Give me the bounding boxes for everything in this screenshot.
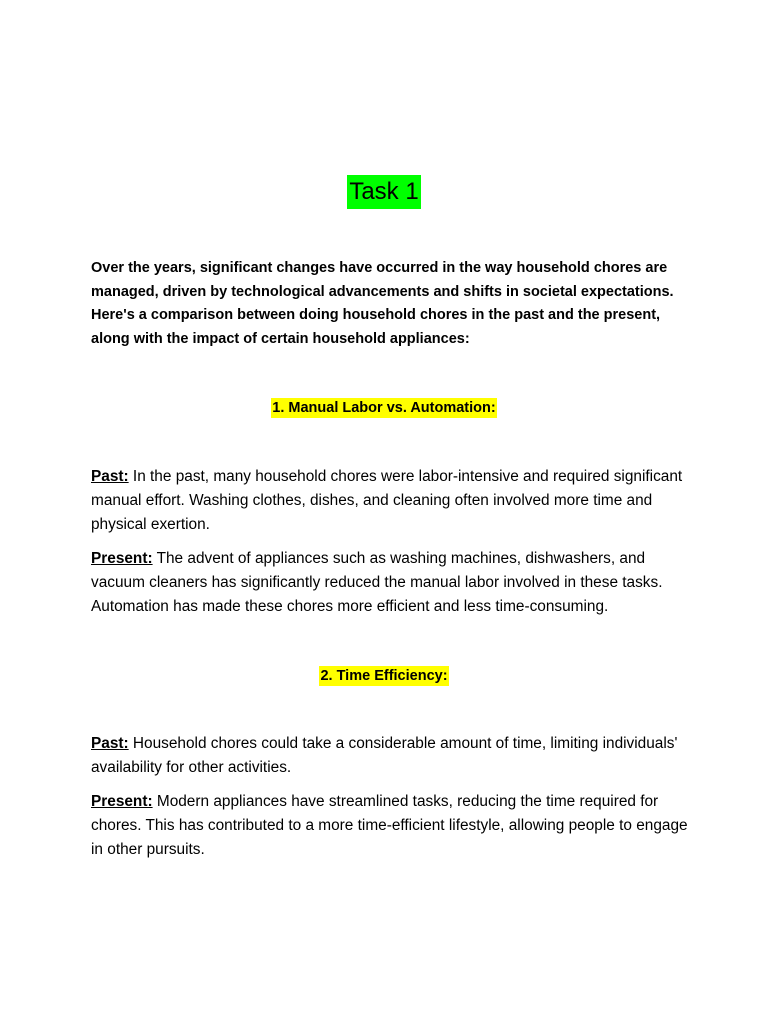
section-2-past-text: Household chores could take a considerable amount of time, limiting individuals' availability for other activities. [91,735,678,776]
section-1-heading-block [0,398,768,418]
section-1-present-text: The advent of appliances such as washing machines, dishwashers, and vacuum cleaners has significantly reduced the manual labor involved in these tasks. Automation has made these chores more efficient and less time-consuming. [91,550,663,615]
section-2-present-label: Present: [91,793,153,810]
page-title: Task 1 [347,175,420,209]
section-2-past-label: Past: [91,735,129,752]
title-block [0,175,768,209]
intro-paragraph: Over the years, significant changes have occurred in the way household chores are managed, driven by technological advancements and shifts in societal expectations. Here's a comparison between doing household chores in the past and the present, along with the impact of certain household appliances: [91,260,674,348]
section-1-past-text: In the past, many household chores were labor-intensive and required significant manual effort. Washing clothes, dishes, and cleaning often involved more time and physical exertion. [91,468,683,533]
section-2-heading-block [0,666,768,686]
section-1-heading: 1. Manual Labor vs. Automation: [272,400,496,416]
section-1-past-label: Past: [91,468,129,485]
section-1-present-label: Present: [91,550,153,567]
section-2-present-paragraph [91,790,691,862]
section-1-past-paragraph [91,465,691,537]
section-1-present-paragraph [91,547,691,619]
section-2-heading: 2. Time Efficiency: [320,668,448,684]
section-2-present-text: Modern appliances have streamlined tasks, reducing the time required for chores. This has contributed to a more time-efficient lifestyle, allowing people to engage in other pursuits. [91,793,688,858]
section-2-past-paragraph [91,732,691,780]
